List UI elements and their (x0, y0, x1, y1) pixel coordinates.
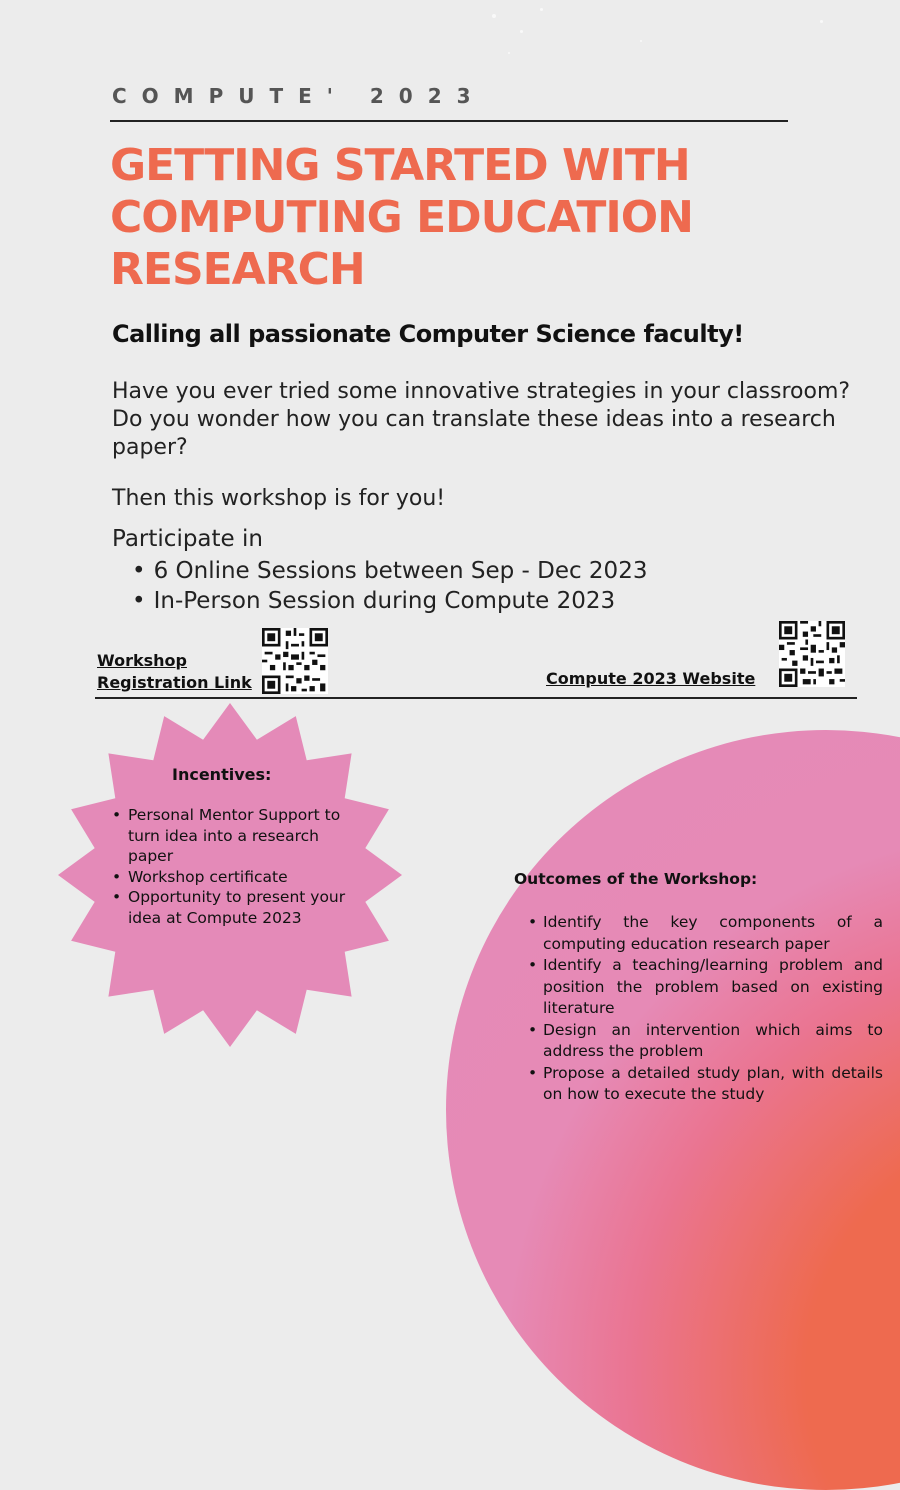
incentive-item: • Workshop certificate (112, 867, 362, 888)
website-link[interactable]: Compute 2023 Website (546, 669, 756, 688)
outcome-item: • Design an intervention which aims to address the problem (528, 1020, 883, 1063)
intro-line: Do you wonder how you can translate these ideas into a research (112, 407, 836, 432)
page-title (110, 140, 830, 296)
participation-list (132, 556, 647, 616)
participation-item: • 6 Online Sessions between Sep - Dec 2023 (132, 556, 647, 586)
outcomes-list (528, 912, 883, 1106)
incentives-list (112, 805, 362, 928)
website-qr-code[interactable] (779, 621, 845, 687)
outcome-item: • Identify the key components of a computing education research paper (528, 912, 883, 955)
background-speckle (520, 30, 523, 33)
outcomes-title: Outcomes of the Workshop: (514, 870, 758, 888)
incentive-item: • Opportunity to present your idea at Compute 2023 (112, 887, 362, 928)
background-speckle (508, 52, 510, 54)
intro-line: paper? (112, 435, 188, 460)
event-kicker: COMPUTE' 2023 (112, 84, 486, 108)
background-speckle (492, 14, 496, 18)
participate-label: Participate in (112, 526, 263, 552)
registration-link-line: Registration Link (97, 673, 252, 692)
outcomes-circle (446, 730, 900, 1490)
outcome-item: • Identify a teaching/learning problem and position the problem based on existing literature (528, 955, 883, 1020)
background-speckle (640, 40, 642, 42)
intro-line: Have you ever tried some innovative strategies in your classroom? (112, 379, 851, 404)
background-speckle (540, 8, 543, 11)
registration-link-line: Workshop (97, 651, 187, 670)
incentive-item: • Personal Mentor Support to turn idea into a research paper (112, 805, 362, 867)
title-line: COMPUTING EDUCATION (110, 192, 693, 243)
outcome-item: • Propose a detailed study plan, with details on how to execute the study (528, 1063, 883, 1106)
background-speckle (820, 20, 823, 23)
header-divider (110, 120, 788, 122)
registration-qr-code[interactable] (262, 628, 328, 694)
intro-paragraph (112, 378, 872, 462)
intro-closing: Then this workshop is for you! (112, 486, 446, 511)
incentives-title: Incentives: (172, 765, 272, 784)
call-to-faculty-heading: Calling all passionate Computer Science faculty! (112, 320, 744, 348)
links-divider (95, 697, 857, 699)
title-line: GETTING STARTED WITH (110, 140, 690, 191)
registration-link[interactable] (97, 650, 252, 694)
participation-item: • In-Person Session during Compute 2023 (132, 586, 647, 616)
title-line: RESEARCH (110, 244, 365, 295)
